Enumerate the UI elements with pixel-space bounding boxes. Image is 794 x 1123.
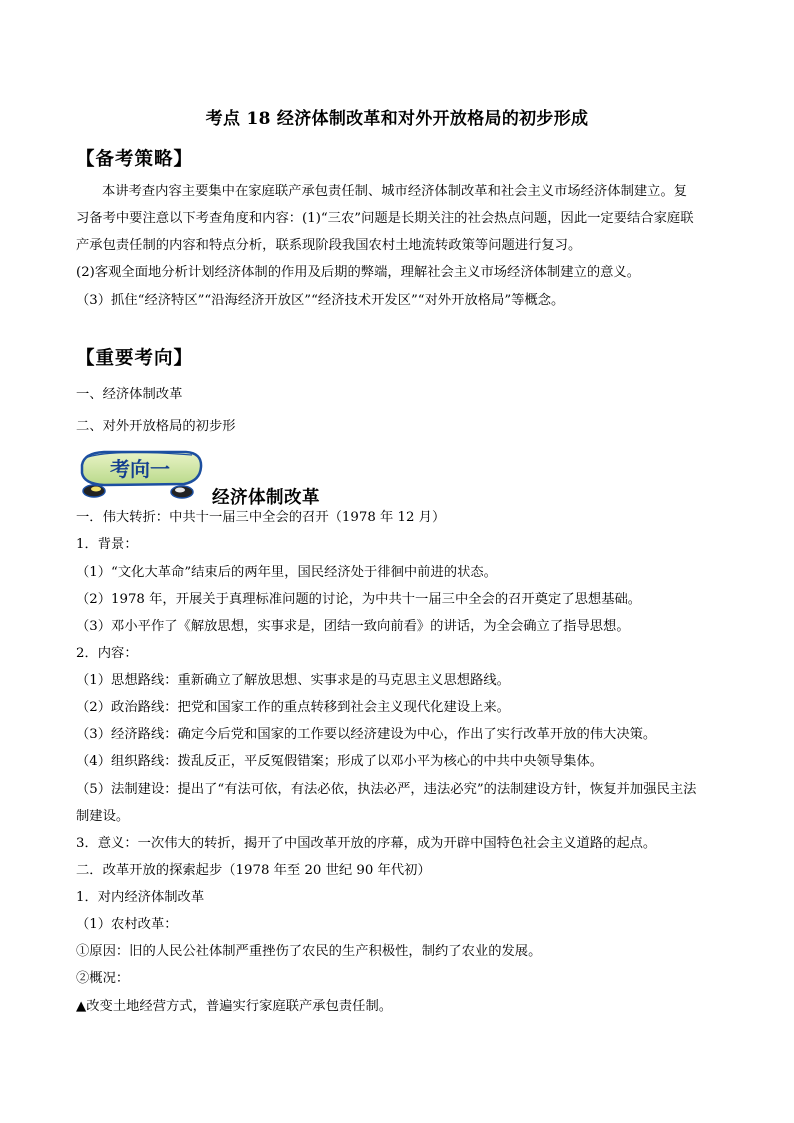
content-line: 二．改革开放的探索起步（1978 年至 20 世纪 90 年代初） [76,863,431,878]
content-line: （5）法制建设：提出了“有法可依，有法必依，执法必严，违法必究”的法制建设方针，恢复并加强民主法 [76,782,697,797]
content-line: 3．意义：一次伟大的转折，揭开了中国改革开放的序幕，成为开辟中国特色社会主义道路的起点。 [76,836,657,851]
content-line: ▲改变土地经营方式，普遍实行家庭联产承包责任制。 [76,999,393,1014]
content-line: （3）经济路线：确定今后党和国家的工作要以经济建设为中心，作出了实行改革开放的伟大决策。 [76,727,657,742]
direction-badge-icon [74,447,206,504]
badge-text: 考向一 [110,457,170,481]
badge-heading: 经济体制改革 [212,488,320,508]
content-line: （2）1978 年，开展关于真理标准问题的讨论，为中共十一届三中全会的召开奠定了思想基础。 [76,592,642,607]
directions-heading: 【重要考向】 [76,348,194,369]
strategy-line: (2)客观全面地分析计划经济体制的作用及后期的弊端，理解社会主义市场经济体制建立的意义。 [76,265,641,280]
content-line: 1．对内经济体制改革 [76,890,205,905]
strategy-line: 产承包责任制的内容和特点分析，联系现阶段我国农村土地流转政策等问题进行复习。 [76,238,582,253]
content-line: （1）思想路线：重新确立了解放思想、实事求是的马克思主义思想路线。 [76,673,510,688]
content-line: （1）农村改革： [76,917,178,932]
strategy-line: （3）抓住“经济特区”“沿海经济开放区”“经济技术开发区”“对外开放格局”等概念。 [76,293,565,308]
direction-item: 一、经济体制改革 [76,387,183,402]
content-line: ①原因：旧的人民公社体制严重挫伤了农民的生产积极性，制约了农业的发展。 [76,944,542,959]
direction-item: 二、对外开放格局的初步形 [76,419,236,434]
strategy-line: 习备考中要注意以下考查角度和内容：(1)“三农”问题是长期关注的社会热点问题，因此一定要结合家庭联 [76,211,694,226]
page-title: 考点 18 经济体制改革和对外开放格局的初步形成 [205,109,589,129]
strategy-line: 本讲考查内容主要集中在家庭联产承包责任制、城市经济体制改革和社会主义市场经济体制建立。复 [102,184,688,199]
content-line: （4）组织路线：拨乱反正，平反冤假错案；形成了以邓小平为核心的中共中央领导集体。 [76,754,604,769]
content-line: （1）“文化大革命”结束后的两年里，国民经济处于徘徊中前进的状态。 [76,565,497,580]
content-line: 2．内容： [76,646,138,661]
content-line: （3）邓小平作了《解放思想，实事求是，团结一致向前看》的讲话，为全会确立了指导思想。 [76,619,630,634]
content-line: 制建设。 [76,809,130,824]
content-line: 1．背景： [76,537,138,552]
strategy-heading: 【备考策略】 [76,149,194,170]
content-line: ②概况： [76,971,130,986]
content-line: 一．伟大转折：中共十一届三中全会的召开（1978 年 12 月） [76,510,446,525]
content-line: （2）政治路线：把党和国家工作的重点转移到社会主义现代化建设上来。 [76,700,510,715]
